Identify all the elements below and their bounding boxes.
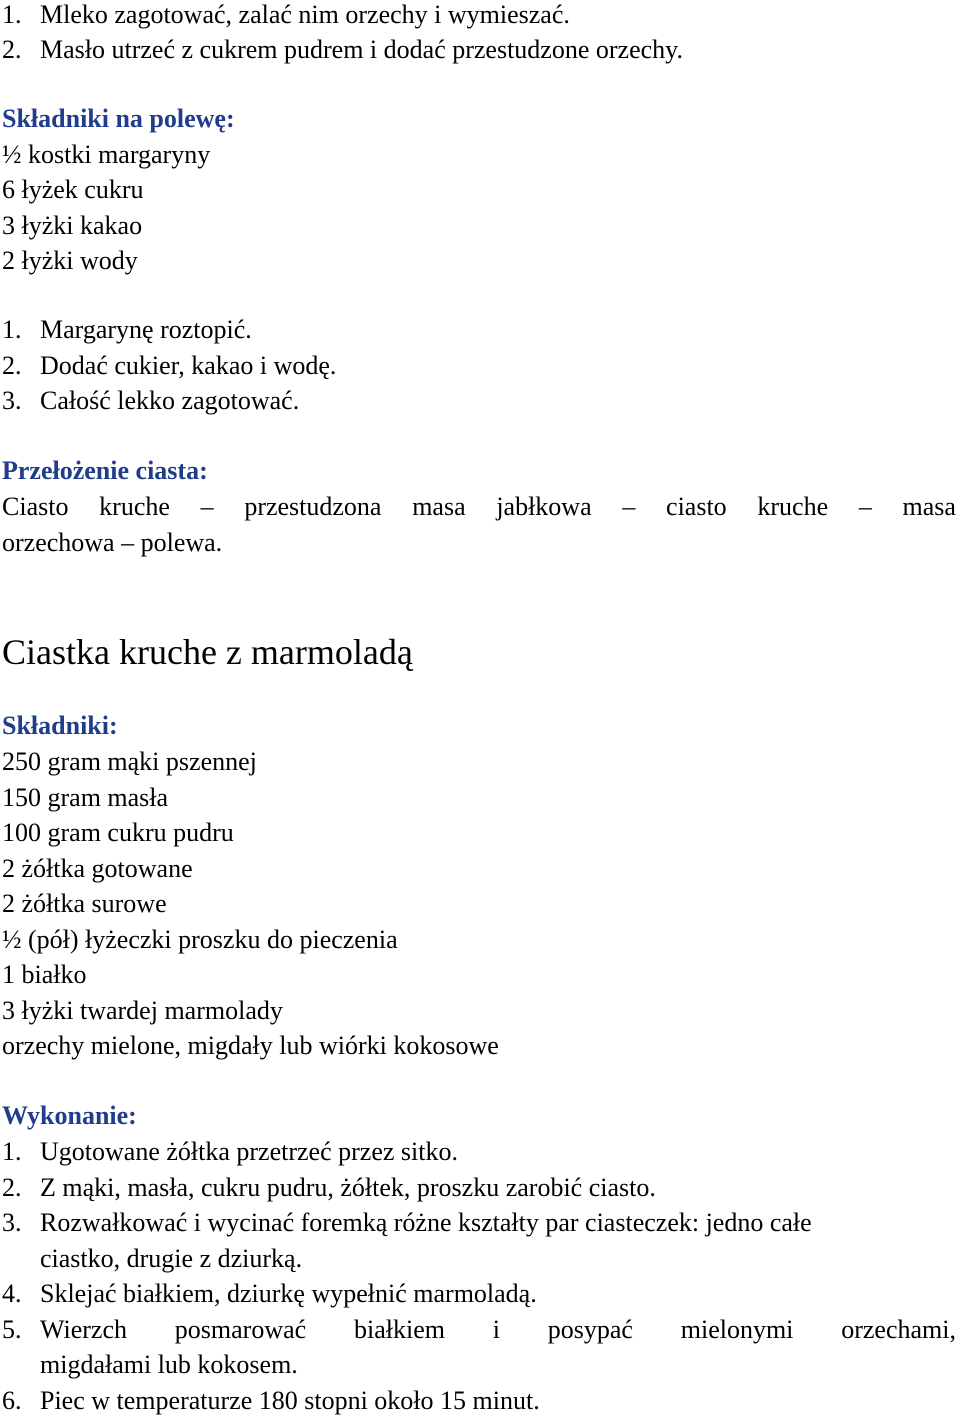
step-text-continued: migdałami lub kokosem. (40, 1350, 298, 1379)
step-word: białkiem (353, 1315, 445, 1344)
step-word: i (492, 1315, 500, 1344)
ingredient-item: 100 gram cukru pudru (2, 818, 234, 847)
step-number: 2. (2, 1173, 22, 1202)
step-text: Piec w temperaturze 180 stopni około 15 minut. (40, 1386, 540, 1415)
glaze-heading: Składniki na polewę: (2, 104, 235, 133)
step-word: mielonymi (680, 1315, 794, 1344)
step-number: 1. (2, 0, 22, 29)
step-text: Rozwałkować i wycinać foremką różne kształty par ciasteczek: jedno całe (40, 1208, 812, 1237)
step-line (2, 1386, 540, 1416)
layering-word: Ciasto (2, 492, 69, 521)
step-line (2, 1208, 812, 1238)
ingredient-item: ½ (pół) łyżeczki proszku do pieczenia (2, 925, 398, 954)
step-line (2, 386, 299, 416)
step-word: posypać (547, 1315, 633, 1344)
layering-word: masa (412, 492, 466, 521)
layering-word: kruche (757, 492, 829, 521)
step-number: 2. (2, 35, 22, 64)
step-text: Całość lekko zagotować. (40, 386, 300, 415)
ingredient-item: 3 łyżki kakao (2, 211, 143, 240)
step-number: 5. (2, 1315, 22, 1344)
step-text: Z mąki, masła, cukru pudru, żółtek, proszku zarobić ciasto. (40, 1173, 656, 1202)
step-line (2, 0, 570, 30)
ingredient-item: ½ kostki margaryny (2, 140, 211, 169)
step-number: 6. (2, 1386, 22, 1415)
ingredient-item: orzechy mielone, migdały lub wiórki kokosowe (2, 1031, 499, 1060)
step-word: orzechami, (841, 1315, 956, 1344)
step-number: 4. (2, 1279, 22, 1308)
layering-line-justified (2, 492, 956, 522)
step-text-continued: ciastko, drugie z dziurką. (40, 1244, 303, 1273)
ingredient-item: 2 żółtka gotowane (2, 854, 193, 883)
ingredient-item: 2 łyżki wody (2, 246, 138, 275)
layering-word: przestudzona (244, 492, 382, 521)
layering-word: jabłkowa (496, 492, 592, 521)
ingredient-item: 2 żółtka surowe (2, 889, 167, 918)
step-word: posmarować (174, 1315, 307, 1344)
step-text: Dodać cukier, kakao i wodę. (40, 351, 337, 380)
step-text: Ugotowane żółtka przetrzeć przez sitko. (40, 1137, 458, 1166)
step-line (2, 1137, 458, 1167)
ingredients-heading: Składniki: (2, 711, 118, 740)
step-text: Mleko zagotować, zalać nim orzechy i wymieszać. (40, 0, 570, 29)
step-number: 3. (2, 1208, 22, 1237)
ingredient-item: 1 białko (2, 960, 87, 989)
step-word: Wierzch (40, 1315, 128, 1344)
layering-word: kruche (99, 492, 170, 521)
ingredient-item: 6 łyżek cukru (2, 175, 144, 204)
layering-word: – (200, 492, 214, 521)
step-line (2, 1315, 956, 1345)
step-line (2, 1173, 656, 1203)
step-number: 3. (2, 386, 22, 415)
layering-word: masa (902, 492, 956, 521)
step-number: 1. (2, 315, 22, 344)
ingredient-item: 150 gram masła (2, 783, 169, 812)
step-line (2, 315, 252, 345)
method-heading: Wykonanie: (2, 1101, 137, 1130)
layering-heading: Przełożenie ciasta: (2, 456, 208, 485)
step-text: Sklejać białkiem, dziurkę wypełnić marmoladą. (40, 1279, 537, 1308)
step-line (2, 351, 336, 381)
step-text: Margarynę roztopić. (40, 315, 252, 344)
layering-line: orzechowa – polewa. (2, 528, 223, 557)
layering-word: – (622, 492, 636, 521)
step-text-justified (40, 1315, 956, 1345)
step-number: 1. (2, 1137, 22, 1166)
step-text: Masło utrzeć z cukrem pudrem i dodać przestudzone orzechy. (40, 35, 683, 64)
step-line (2, 1279, 537, 1309)
step-number: 2. (2, 351, 22, 380)
step-line (2, 35, 683, 65)
ingredient-item: 250 gram mąki pszennej (2, 747, 257, 776)
recipe-title: Ciastka kruche z marmoladą (2, 632, 413, 672)
ingredient-item: 3 łyżki twardej marmolady (2, 996, 283, 1025)
layering-word: ciasto (666, 492, 727, 521)
layering-word: – (858, 492, 872, 521)
